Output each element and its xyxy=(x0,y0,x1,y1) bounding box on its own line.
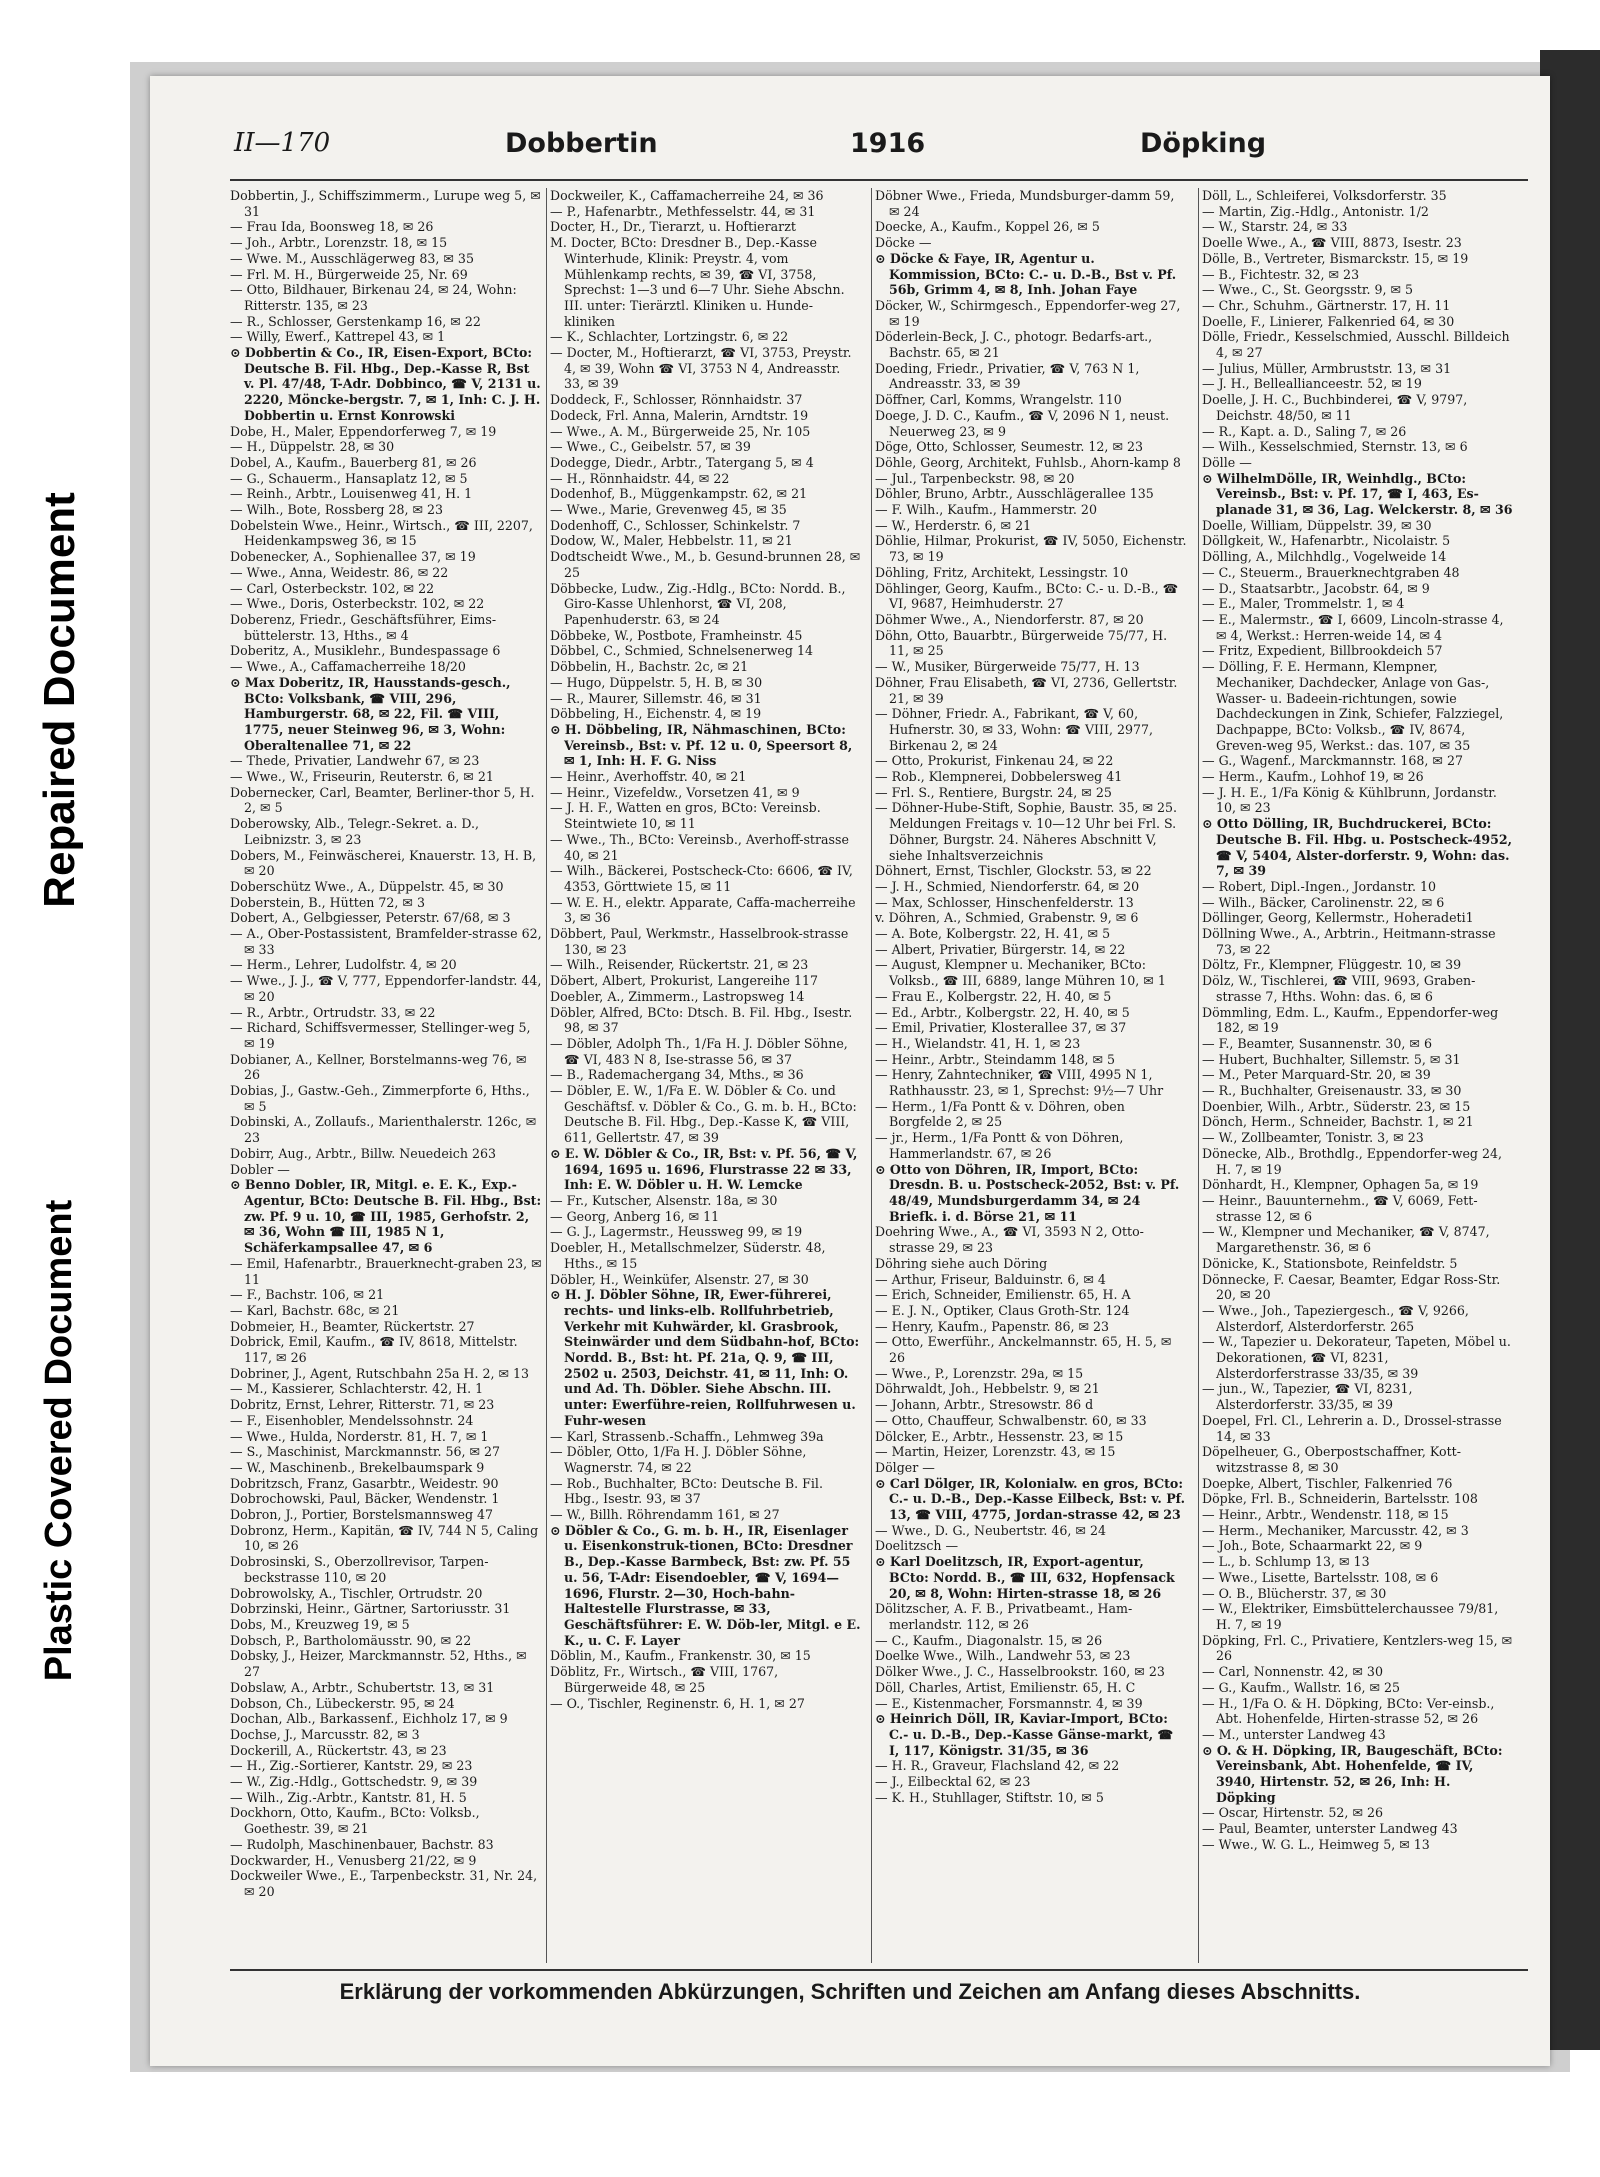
directory-entry: — Wwe., Marie, Grevenweg 45, ✉ 35 xyxy=(550,502,787,518)
directory-entry: ⊙ O. & H. Döpking, IR, Baugeschäft, BCto: Vereinsbank, Abt. Hohenfelde, ☎ IV, 3940, Hirtenstr. 52, ✉ 26, Inh: H. Döpking xyxy=(1202,1742,1503,1805)
directory-entry: — Wilh., Bäckerei, Postscheck-Cto: 6606, ☎ IV, 4353, Görttwiete 15, ✉ 11 xyxy=(550,863,853,894)
plastic-covered-document-text: Plastic Covered Document xyxy=(38,1199,81,1681)
directory-entry: Döll, L., Schleiferei, Volksdorferstr. 35 xyxy=(1202,188,1447,203)
directory-entry: — F., Eisenhobler, Mendelssohnstr. 24 xyxy=(230,1412,474,1428)
directory-entry: Dobslaw, A., Arbtr., Schubertstr. 13, ✉ 31 xyxy=(230,1679,495,1695)
directory-entry: — Hubert, Buchhalter, Sillemstr. 5, ✉ 31 xyxy=(1202,1051,1461,1067)
directory-entry: — M., Kassierer, Schlachterstr. 42, H. 1 xyxy=(230,1381,484,1397)
directory-entry: — Wwe., Joh., Tapeziergesch., ☎ V, 9266, Alsterdorf, Alsterdorferstr. 265 xyxy=(1202,1302,1469,1334)
directory-entry: — K., Schlachter, Lortzingstr. 6, ✉ 22 xyxy=(550,329,789,345)
directory-entry: — Max, Schlosser, Hinschenfelderstr. 13 xyxy=(875,894,1134,910)
directory-entry: Doddeck, F., Schlosser, Rönnhaidstr. 37 xyxy=(550,392,803,408)
directory-entry: — Georg, Anberg 16, ✉ 11 xyxy=(550,1208,720,1224)
directory-entry: — R., Schlosser, Gerstenkamp 16, ✉ 22 xyxy=(230,313,481,329)
directory-entry: — G., Wagenf., Marckmannstr. 168, ✉ 27 xyxy=(1202,753,1463,769)
directory-entry: — jun., W., Tapezier, ☎ VI, 8231, Alsterdorferstr. 33/35, ✉ 39 xyxy=(1202,1381,1413,1413)
directory-entry: — Joh., Bote, Schaarmarkt 22, ✉ 9 xyxy=(1202,1538,1423,1554)
directory-entry: Doepel, Frl. Cl., Lehrerin a. D., Drossel-strasse 14, ✉ 33 xyxy=(1202,1412,1502,1444)
directory-entry: Doberschütz Wwe., A., Düppelstr. 45, ✉ 30 xyxy=(230,878,504,894)
column-2 xyxy=(550,188,862,1963)
right-keyword: Döpking xyxy=(1140,128,1267,159)
directory-entry: ⊙ WilhelmDölle, IR, Weinhdlg., BCto: Vereinsb., Bst: v. Pf. 17, ☎ I, 463, Es-planade 31, ✉ 36, Lag. Welckerstr. 8, ✉ 36 xyxy=(1202,470,1513,518)
directory-entry: ⊙ Carl Dölger, IR, Kolonialw. en gros, BCto: C.- u. D.-B., Dep.-Kasse Eilbeck, Bst: v. Pf. 13, ☎ VIII, 4775, Jordan-strasse 42, ✉ 23 xyxy=(875,1475,1186,1523)
directory-entry: — F., Bachstr. 106, ✉ 21 xyxy=(230,1287,385,1303)
directory-entry: Döhn, Otto, Bauarbtr., Bürgerweide 75/77, H. 11, ✉ 25 xyxy=(875,627,1168,659)
directory-entry: — Docter, M., Hoftierarzt, ☎ VI, 3753, Preystr. 4, ✉ 39, Wohn ☎ VI, 3753 N 4, Andreasstr. 33, ✉ 39 xyxy=(550,345,852,392)
footer-rule xyxy=(230,1969,1528,1971)
directory-entry: — Wwe., W., Friseurin, Reuterstr. 6, ✉ 21 xyxy=(230,769,494,785)
directory-entry: — R., Maurer, Sillemstr. 46, ✉ 31 xyxy=(550,690,762,706)
directory-entry: v. Döhren, A., Schmied, Grabenstr. 9, ✉ 6 xyxy=(875,910,1139,926)
directory-entry: Dodegge, Diedr., Arbtr., Tatergang 5, ✉ 4 xyxy=(550,454,814,470)
directory-entry: Dobenecker, A., Sophienallee 37, ✉ 19 xyxy=(230,549,476,565)
directory-entry: Dobriner, J., Agent, Rutschbahn 25a H. 2, ✉ 13 xyxy=(230,1365,530,1381)
directory-entry: — Rob., Klempnerei, Dobbelersweg 41 xyxy=(875,769,1123,785)
directory-entry: — Otto, Chauffeur, Schwalbenstr. 60, ✉ 33 xyxy=(875,1412,1147,1428)
directory-entry: — Rob., Buchhalter, BCto: Deutsche B. Fil. Hbg., Isestr. 93, ✉ 37 xyxy=(550,1475,823,1507)
directory-entry: — R., Kapt. a. D., Saling 7, ✉ 26 xyxy=(1202,423,1407,439)
directory-entry: Döllgkeit, W., Hafenarbtr., Nicolaistr. 5 xyxy=(1202,533,1451,549)
directory-entry: Dobritzsch, Franz, Gasarbtr., Weidestr. 90 xyxy=(230,1475,499,1491)
directory-entry: Dölle, Friedr., Kesselschmied, Ausschl. Billdeich 4, ✉ 27 xyxy=(1202,329,1510,361)
directory-entry: Dobron, J., Portier, Borstelsmannsweg 47 xyxy=(230,1507,494,1523)
directory-entry: — Heinr., Bauunternehm., ☎ V, 6069, Fett-strasse 12, ✉ 6 xyxy=(1202,1193,1478,1224)
directory-entry: Döderlein-Beck, J. C., photogr. Bedarfs-art., Bachstr. 65, ✉ 21 xyxy=(875,329,1153,361)
directory-entry: — Erich, Schneider, Emilienstr. 65, H. A xyxy=(875,1287,1131,1303)
directory-entry: — Frl. S., Rentiere, Burgstr. 24, ✉ 25 xyxy=(875,784,1112,800)
directory-entry: — Chr., Schuhm., Gärtnerstr. 17, H. 11 xyxy=(1202,297,1451,313)
directory-entry: — Döhner-Hube-Stift, Sophie, Baustr. 35, ✉ 25. Meldungen Freitags v. 10—12 Uhr bei Frl. S. Döhner, Burgstr. 24. Näheres Abschnitt V, siehe Inhaltsverzeichnis xyxy=(875,800,1178,863)
directory-entry: — Joh., Arbtr., Lorenzstr. 18, ✉ 15 xyxy=(230,235,448,251)
page-number: II—170 xyxy=(234,128,331,158)
directory-page xyxy=(150,76,1550,2066)
directory-entry: — Döhner, Friedr. A., Fabrikant, ☎ V, 60, Hufnerstr. 30, ✉ 33, Wohn: ☎ VIII, 2977, Birkenau 2, ✉ 24 xyxy=(875,706,1154,753)
directory-entry: Döpke, Frl. B., Schneiderin, Bartelsstr. 108 xyxy=(1202,1491,1478,1507)
directory-entry: — J. H., Schmied, Niendorferstr. 64, ✉ 20 xyxy=(875,878,1140,894)
directory-entry: — W., Herderstr. 6, ✉ 21 xyxy=(875,517,1032,533)
directory-entry: Doege, J. D. C., Kaufm., ☎ V, 2096 N 1, neust. Neuerweg 23, ✉ 9 xyxy=(875,407,1170,439)
directory-entry: — Martin, Zig.-Hdlg., Antonistr. 1/2 xyxy=(1202,203,1429,219)
directory-entry: — Wwe. M., Ausschlägerweg 83, ✉ 35 xyxy=(230,250,474,266)
directory-entry: — Wilh., Zig.-Arbtr., Kantstr. 81, H. 5 xyxy=(230,1789,467,1805)
directory-entry: — E., Kistenmacher, Forsmannstr. 4, ✉ 39 xyxy=(875,1695,1143,1711)
directory-entry: Dobianer, A., Kellner, Borstelmanns-weg 76, ✉ 26 xyxy=(230,1051,527,1083)
directory-entry: — Otto, Prokurist, Finkenau 24, ✉ 22 xyxy=(875,753,1114,769)
directory-entry: Döge, Otto, Schlosser, Seumestr. 12, ✉ 23 xyxy=(875,439,1144,455)
directory-entry: Dobrick, Emil, Kaufm., ☎ IV, 8618, Mittelstr. 117, ✉ 26 xyxy=(230,1334,518,1366)
directory-entry: Döbbeling, H., Eichenstr. 4, ✉ 19 xyxy=(550,706,762,722)
directory-entry: Döbbert, Paul, Werkmstr., Hasselbrook-strasse 130, ✉ 23 xyxy=(550,926,849,957)
directory-entry: ⊙ H. J. Döbler Söhne, IR, Ewer-führerei, rechts- und links-elb. Rollfuhrbetrieb, Verkehr mit Kuhwärder, kl. Grasbrook, Steinwärder und dem Südbahn-hof, BCto: Nordd. B., Bst: ht. Pf. 21a, Q. 9, ☎ III, 2502 u. 2503, Deichstr. 41, ✉ 11, Inh: O. und Ad. Th. Döbler. Siehe Abschn. III. unter: Ewerführe-reien, Rollfuhrwesen u. Fuhr-wesen xyxy=(550,1287,860,1428)
directory-entry: Dölle — xyxy=(1202,454,1252,470)
directory-entry: — Wwe., C., Geibelstr. 57, ✉ 39 xyxy=(550,439,751,455)
directory-entry: — G., Schauerm., Hansaplatz 12, ✉ 5 xyxy=(230,470,468,486)
directory-entry: — Wwe., Doris, Osterbeckstr. 102, ✉ 22 xyxy=(230,596,485,612)
directory-entry: — Johann, Arbtr., Stresowstr. 86 d xyxy=(875,1397,1094,1413)
directory-entry: Dockerill, A., Rückertstr. 43, ✉ 23 xyxy=(230,1742,447,1758)
directory-entry: Dockweiler Wwe., E., Tarpenbeckstr. 31, Nr. 24, ✉ 20 xyxy=(230,1868,538,1899)
directory-entry: — W., Klempner und Mechaniker, ☎ V, 8747, Margarethenstr. 36, ✉ 6 xyxy=(1202,1224,1490,1256)
directory-entry: Döblin, M., Kaufm., Frankenstr. 30, ✉ 15 xyxy=(550,1648,811,1664)
directory-entry: — Fritz, Expedient, Billbrookdeich 57 xyxy=(1202,643,1443,659)
directory-entry: Dobler — xyxy=(230,1161,290,1177)
directory-entry: — D., Staatsarbtr., Jacobstr. 64, ✉ 9 xyxy=(1202,580,1430,596)
directory-entry: — A., Ober-Postassistent, Bramfelder-strasse 62, ✉ 33 xyxy=(230,926,542,957)
directory-entry: Dönecke, Alb., Brothdlg., Eppendorfer-weg 24, H. 7, ✉ 19 xyxy=(1202,1145,1503,1177)
directory-entry: Doenbier, Wilh., Arbtr., Süderstr. 23, ✉ 15 xyxy=(1202,1098,1471,1114)
directory-entry: — S., Maschinist, Marckmannstr. 56, ✉ 27 xyxy=(230,1444,501,1460)
directory-entry: — Reinh., Arbtr., Louisenweg 41, H. 1 xyxy=(230,486,473,502)
directory-entry: ⊙ Otto von Döhren, IR, Import, BCto: Dresdn. B. u. Postscheck-2052, Bst: v. Pf. 48/49, Mundsburgerdamm 34, ✉ 24 Briefk. i. d. Börse 21, ✉ 11 xyxy=(875,1161,1180,1224)
directory-entry: Dönicke, K., Stationsbote, Reinfeldstr. 5 xyxy=(1202,1255,1458,1271)
directory-entry: Dobrzinski, Heinr., Gärtner, Sartoriusstr. 31 xyxy=(230,1601,511,1617)
directory-entry: — F., Beamter, Susannenstr. 30, ✉ 6 xyxy=(1202,1035,1432,1051)
directory-entry: Doelle, J. H. C., Buchbinderei, ☎ V, 9797, Deichstr. 48/50, ✉ 11 xyxy=(1202,392,1468,423)
directory-entry: — P., Hafenarbtr., Methfesselstr. 44, ✉ 31 xyxy=(550,203,816,219)
directory-entry: Dobert, A., Gelbgiesser, Peterstr. 67/68, ✉ 3 xyxy=(230,910,511,926)
directory-entry: Dochan, Alb., Barkassenf., Eichholz 17, ✉ 9 xyxy=(230,1711,508,1727)
directory-entry: — M., Peter Marquard-Str. 20, ✉ 39 xyxy=(1202,1067,1431,1083)
directory-entry: — W., Elektriker, Eimsbüttelerchaussee 79/81, H. 7, ✉ 19 xyxy=(1202,1601,1499,1632)
directory-entry: — Thede, Privatier, Landwehr 67, ✉ 23 xyxy=(230,753,480,769)
directory-entry: — J. H., Belleallianceestr. 52, ✉ 19 xyxy=(1202,376,1422,392)
directory-entry: Dobs, M., Kreuzweg 19, ✉ 5 xyxy=(230,1616,410,1632)
directory-entry: Doelitzsch — xyxy=(875,1538,959,1554)
directory-entry: — J. H. E., 1/Fa König & Kühlbrunn, Jordanstr. 10, ✉ 23 xyxy=(1202,784,1497,816)
directory-entry: — Heinr., Vizefeldw., Vorsetzen 41, ✉ 9 xyxy=(550,784,800,800)
year: 1916 xyxy=(850,128,926,159)
directory-entry: — Döbler, Adolph Th., 1/Fa H. J. Döbler Söhne, ☎ VI, 483 N 8, Ise-strasse 56, ✉ 37 xyxy=(550,1035,848,1067)
directory-entry: — Herm., 1/Fa Pontt & v. Döhren, oben Borgfelde 2, ✉ 25 xyxy=(875,1098,1125,1130)
directory-entry: — Karl, Bachstr. 68c, ✉ 21 xyxy=(230,1302,400,1318)
directory-entry: — Otto, Ewerführ., Anckelmannstr. 65, H. 5, ✉ 26 xyxy=(875,1334,1172,1366)
directory-entry: — Willy, Ewerf., Kattrepel 43, ✉ 1 xyxy=(230,329,446,345)
directory-entry: — W., Zig.-Hdlg., Gottschedstr. 9, ✉ 39 xyxy=(230,1774,478,1790)
directory-entry: — E., Malermstr., ☎ I, 6609, Lincoln-strasse 4, ✉ 4, Werkst.: Herren-weide 14, ✉ 4 xyxy=(1202,611,1504,643)
directory-entry: M. Docter, BCto: Dresdner B., Dep.-Kasse Winterhude, Klinik: Preystr. 4, vom Mühlenkamp rechts, ✉ 39, ☎ VI, 3758, Sprechst: 1—3 und 6—7 Uhr. Siehe Abschn. III. unter: Tierärztl. Kliniken u. Hunde-kliniken xyxy=(550,235,845,329)
plastic-covered-document-label xyxy=(0,1140,120,1740)
directory-entry: — Martin, Heizer, Lorenzstr. 43, ✉ 15 xyxy=(875,1444,1116,1460)
directory-entry: — Wilh., Reisender, Rückertstr. 21, ✉ 23 xyxy=(550,957,809,973)
directory-entry: Dobrowolsky, A., Tischler, Ortrudstr. 20 xyxy=(230,1585,483,1601)
directory-entry: — H., Düppelstr. 28, ✉ 30 xyxy=(230,439,395,455)
directory-entry: — Henry, Kaufm., Papenstr. 86, ✉ 23 xyxy=(875,1318,1110,1334)
directory-entry: — J. H. F., Watten en gros, BCto: Vereinsb. Steintwiete 10, ✉ 11 xyxy=(550,800,821,832)
directory-entry: Döcke — xyxy=(875,235,932,251)
directory-entry: — Arthur, Friseur, Balduinstr. 6, ✉ 4 xyxy=(875,1271,1106,1287)
directory-entry: — W., Tapezier u. Dekorateur, Tapeten, Möbel u. Dekorationen, ☎ VI, 8231, Alsterdorferstrasse 33/35, ✉ 39 xyxy=(1202,1334,1511,1381)
directory-entry: — M., unterster Landweg 43 xyxy=(1202,1726,1386,1742)
directory-entry: — Heinr., Arbtr., Steindamm 148, ✉ 5 xyxy=(875,1051,1116,1067)
directory-entry: — Wwe., W. G. L., Heimweg 5, ✉ 13 xyxy=(1202,1836,1430,1852)
directory-entry: Doelle Wwe., A., ☎ VIII, 8873, Isestr. 23 xyxy=(1202,235,1462,251)
directory-entry: Döhrwaldt, Joh., Hebbelstr. 9, ✉ 21 xyxy=(875,1381,1100,1397)
directory-entry: — Wwe., Lisette, Bartelsstr. 108, ✉ 6 xyxy=(1202,1569,1439,1585)
directory-entry: ⊙ Döbler & Co., G. m. b. H., IR, Eisenlager u. Eisenkonstruk-tionen, BCto: Dresdner B., Dep.-Kasse Barmbeck, Bst: zw. Pf. 55 u. 56, T-Adr: Eisendoebler, ☎ V, 1694—1696, Flurstr. 2—30, Hoch-bahn-Haltestelle Flurstrasse, ✉ 33, Geschäftsführer: E. W. Döb-ler, Mitgl. e E. K., u. C. F. Layer xyxy=(550,1522,861,1648)
directory-entry: Dobsch, P., Bartholomäusstr. 90, ✉ 22 xyxy=(230,1632,472,1648)
directory-entry: — Herm., Kaufm., Lohhof 19, ✉ 26 xyxy=(1202,769,1424,785)
directory-entry: — H., 1/Fa O. & H. Döpking, BCto: Ver-einsb., Abt. Hohenfelde, Hirten-strasse 52, ✉ 26 xyxy=(1202,1695,1495,1727)
directory-entry: — Fr., Kutscher, Alsenstr. 18a, ✉ 30 xyxy=(550,1193,778,1208)
directory-entry: — Julius, Müller, Armbruststr. 13, ✉ 31 xyxy=(1202,360,1452,376)
header-rule xyxy=(230,179,1528,181)
directory-entry: — Döbler, E. W., 1/Fa E. W. Döbler & Co. und Geschäftsf. v. Döbler & Co., G. m. b. H., BCto: Deutsche B. Fil. Hbg., Dep.-Kasse K, ☎ VIII, 611, Gellertstr. 47, ✉ 39 xyxy=(550,1083,857,1146)
directory-entry: — B., Fichtestr. 32, ✉ 23 xyxy=(1202,266,1360,282)
directory-entry: — Paul, Beamter, unterster Landweg 43 xyxy=(1202,1821,1458,1837)
directory-entry: — Carl, Nonnenstr. 42, ✉ 30 xyxy=(1202,1664,1383,1680)
directory-entry: — Frau Ida, Boonsweg 18, ✉ 26 xyxy=(230,219,434,235)
directory-entry: — Heinr., Arbtr., Wendenstr. 118, ✉ 15 xyxy=(1202,1507,1449,1523)
directory-entry: Döhlie, Hilmar, Prokurist, ☎ IV, 5050, Eichenstr. 73, ✉ 19 xyxy=(875,533,1187,565)
directory-entry: Dobrochowski, Paul, Bäcker, Wendenstr. 1 xyxy=(230,1491,500,1507)
directory-entry: Döhring siehe auch Döring xyxy=(875,1255,1048,1271)
directory-entry: Döhmer Wwe., A., Niendorferstr. 87, ✉ 20 xyxy=(875,611,1144,627)
directory-entry: — W., Starstr. 24, ✉ 33 xyxy=(1202,219,1348,235)
directory-entry: — W., Zollbeamter, Tonistr. 3, ✉ 23 xyxy=(1202,1130,1424,1146)
directory-entry: ⊙ E. W. Döbler & Co., IR, Bst: v. Pf. 56, ☎ V, 1694, 1695 u. 1696, Flurstrasse 22 ✉ 33, Inh: E. W. Döbler u. H. W. Lemcke xyxy=(550,1145,858,1193)
directory-entry: — Wwe., J. J., ☎ V, 777, Eppendorfer-landstr. 44, ✉ 20 xyxy=(230,973,542,1004)
directory-entry: ⊙ Dobbertin & Co., IR, Eisen-Export, BCto: Deutsche B. Fil. Hbg., Dep.-Kasse R, Bst v. Pl. 47/48, T-Adr. Dobbinco, ☎ V, 2131 u. 2220, Möncke-bergstr. 7, ✉ 1, Inh: C. J. H. Dobbertin u. Ernst Konrowski xyxy=(230,345,541,423)
directory-entry: Döbner Wwe., Frieda, Mundsburger-damm 59, ✉ 24 xyxy=(875,188,1175,219)
directory-entry: — G. J., Lagermstr., Heussweg 99, ✉ 19 xyxy=(550,1224,803,1240)
directory-entry: Döltz, Fr., Klempner, Flüggestr. 10, ✉ 39 xyxy=(1202,957,1462,973)
directory-entry: Dockweiler, K., Caffamacherreihe 24, ✉ 36 xyxy=(550,188,824,203)
directory-entry: — jr., Herm., 1/Fa Pontt & von Döhren, Hammerlandstr. 67, ✉ 26 xyxy=(875,1130,1124,1161)
directory-entry: Dobirr, Aug., Arbtr., Billw. Neuedeich 263 xyxy=(230,1145,497,1161)
directory-entry: — W., Billh. Röhrendamm 161, ✉ 27 xyxy=(550,1507,780,1523)
directory-entry: Dobson, Ch., Lübeckerstr. 95, ✉ 24 xyxy=(230,1695,455,1711)
directory-entry: — Herm., Mechaniker, Marcusstr. 42, ✉ 3 xyxy=(1202,1522,1469,1538)
directory-entry: — August, Klempner u. Mechaniker, BCto: Volksb., ☎ III, 6889, lange Mühren 10, ✉ 1 xyxy=(875,957,1166,989)
directory-entry: — Oscar, Hirtenstr. 52, ✉ 26 xyxy=(1202,1805,1384,1821)
directory-entry: — G., Kaufm., Wallstr. 16, ✉ 25 xyxy=(1202,1679,1401,1695)
directory-entry: — Wwe., Anna, Weidestr. 86, ✉ 22 xyxy=(230,564,449,580)
directory-entry: — H. R., Graveur, Flachsland 42, ✉ 22 xyxy=(875,1758,1120,1774)
directory-entry: — Herm., Lehrer, Ludolfstr. 4, ✉ 20 xyxy=(230,957,457,973)
directory-entry: Dölker Wwe., J. C., Hasselbrookstr. 160, ✉ 23 xyxy=(875,1664,1165,1680)
directory-entry: Doelle, F., Linierer, Falkenried 64, ✉ 30 xyxy=(1202,313,1455,329)
footer-note: Erklärung der vorkommenden Abkürzungen, Schriften und Zeichen am Anfang dieses Abschnitts. xyxy=(339,1979,1361,2004)
directory-entry: Döbbelin, H., Bachstr. 2c, ✉ 21 xyxy=(550,659,749,675)
directory-entry: Dockwarder, H., Venusberg 21/22, ✉ 9 xyxy=(230,1852,477,1868)
directory-entry: Doecke, A., Kaufm., Koppel 26, ✉ 5 xyxy=(875,219,1100,235)
directory-entry: Doberstein, B., Hütten 72, ✉ 3 xyxy=(230,894,425,910)
directory-entry: — H., Wielandstr. 41, H. 1, ✉ 23 xyxy=(875,1035,1081,1051)
directory-entry: Dömmling, Edm. L., Kaufm., Eppendorfer-weg 182, ✉ 19 xyxy=(1202,1004,1499,1036)
directory-entry: Dobel, A., Kaufm., Bauerberg 81, ✉ 26 xyxy=(230,454,477,470)
directory-entry: — Robert, Dipl.-Ingen., Jordanstr. 10 xyxy=(1202,878,1436,894)
column-3 xyxy=(875,188,1187,1963)
column-divider xyxy=(546,188,547,1963)
directory-entry: Döllning Wwe., A., Arbtrin., Heitmann-strasse 73, ✉ 22 xyxy=(1202,926,1496,957)
directory-entry: Dobronz, Herm., Kapitän, ☎ IV, 744 N 5, Caling 10, ✉ 26 xyxy=(230,1522,539,1554)
directory-entry: — O. B., Blücherstr. 37, ✉ 30 xyxy=(1202,1585,1387,1601)
directory-entry: Dölcker, E., Arbtr., Hessenstr. 23, ✉ 15 xyxy=(875,1428,1124,1444)
directory-entry: — Wilh., Bote, Rossberg 28, ✉ 23 xyxy=(230,502,444,518)
directory-entry: ⊙ Benno Dobler, IR, Mitgl. e. E. K., Exp.-Agentur, BCto: Deutsche B. Fil. Hbg., Bst: zw. Pf. 9 u. 10, ☎ III, 1985, Gerhofstr. 2, ✉ 36, Wohn ☎ III, 1985 N 1, Schäferkampsallee 47, ✉ 6 xyxy=(230,1177,542,1256)
directory-entry: Döbert, Albert, Prokurist, Langereihe 117 xyxy=(550,973,819,989)
directory-entry: — Wwe., Th., BCto: Vereinsb., Averhoff-strasse 40, ✉ 21 xyxy=(550,831,849,863)
directory-entry: ⊙ Max Doberitz, IR, Hausstands-gesch., BCto: Volksbank, ☎ VIII, 296, Hamburgerstr. 68, ✉ 22, Fil. ☎ VIII, 1775, neuer Steinweg 96, ✉ 3, Wohn: Oberaltenallee 71, ✉ 22 xyxy=(230,674,511,753)
directory-entry: Dockhorn, Otto, Kaufm., BCto: Volksb., Goethestr. 39, ✉ 21 xyxy=(230,1805,480,1837)
directory-entry: Dönch, Herm., Schneider, Bachstr. 1, ✉ 21 xyxy=(1202,1114,1474,1130)
directory-entry: Döhler, Bruno, Arbtr., Ausschlägerallee 135 xyxy=(875,486,1154,502)
directory-entry: Döcker, W., Schirmgesch., Eppendorfer-weg 27, ✉ 19 xyxy=(875,297,1181,329)
directory-entry: Dölling, A., Milchhdlg., Vogelweide 14 xyxy=(1202,549,1447,565)
directory-entry: Döffner, Carl, Komms, Wrangelstr. 110 xyxy=(875,392,1122,408)
directory-entry: — E. J. N., Optiker, Claus Groth-Str. 124 xyxy=(875,1302,1130,1318)
directory-columns xyxy=(230,188,1530,1963)
directory-entry: Döhling, Fritz, Architekt, Lessingstr. 10 xyxy=(875,564,1129,580)
repaired-document-text: Repaired Document xyxy=(35,492,85,908)
column-divider xyxy=(1198,188,1199,1963)
directory-entry: Doepke, Albert, Tischler, Falkenried 76 xyxy=(1202,1475,1453,1491)
directory-entry: Döbler, H., Weinküfer, Alsenstr. 27, ✉ 30 xyxy=(550,1271,809,1287)
directory-entry: ⊙ Otto Dölling, IR, Buchdruckerei, BCto: Deutsche B. Fil. Hbg. u. Postscheck-4952, ☎ V, 5404, Alster-dorferstr. 9, Wohn: das. 7, ✉ 39 xyxy=(1202,816,1513,879)
directory-entry: Döllinger, Georg, Kellermstr., Hoheradeti1 xyxy=(1202,910,1474,926)
directory-entry: — Dölling, F. E. Hermann, Klempner, Mechaniker, Dachdecker, Anlage von Gas-, Wasser- u. Badeein-richtungen, sowie Dachdeckungen in Zink, Schiefer, Falzziegel, Dachpappe, BCto: Volksb., ☎ IV, 8674, Greven-weg 95, Werkst.: das. 107, ✉ 35 xyxy=(1202,659,1504,753)
repaired-document-label xyxy=(0,350,120,1050)
directory-entry: ⊙ Heinrich Döll, IR, Kaviar-Import, BCto: C.- u. D.-B., Dep.-Kasse Gänse-markt, ☎ I, 117, Königstr. 31/35, ✉ 36 xyxy=(875,1711,1174,1758)
directory-entry: Dölitzscher, A. F. B., Privatbeamt., Ham-merlandstr. 112, ✉ 26 xyxy=(875,1601,1133,1632)
directory-entry: Dobrosinski, S., Oberzollrevisor, Tarpen-beckstrasse 110, ✉ 20 xyxy=(230,1554,489,1585)
directory-entry: Döbler, Alfred, BCto: Dtsch. B. Fil. Hbg., Isestr. 98, ✉ 37 xyxy=(550,1004,853,1036)
directory-entry: Doberitz, A., Musiklehr., Bundespassage 6 xyxy=(230,643,501,659)
directory-entry: Doelle, William, Düppelstr. 39, ✉ 30 xyxy=(1202,517,1432,533)
directory-entry: Dönhardt, H., Klempner, Ophagen 5a, ✉ 19 xyxy=(1202,1177,1479,1193)
directory-entry: — Wwe., P., Lorenzstr. 29a, ✉ 15 xyxy=(875,1365,1084,1381)
directory-entry: — W., Maschinenb., Brekelbaumspark 9 xyxy=(230,1459,485,1475)
directory-entry: Dölle, B., Vertreter, Bismarckstr. 15, ✉ 19 xyxy=(1202,250,1469,266)
directory-entry: Dodtscheidt Wwe., M., b. Gesund-brunnen 28, ✉ 25 xyxy=(550,549,861,580)
directory-entry: — H., Zig.-Sortierer, Kantstr. 29, ✉ 23 xyxy=(230,1758,473,1774)
directory-entry: Dobias, J., Gastw.-Geh., Zimmerpforte 6, Hths., ✉ 5 xyxy=(230,1083,530,1114)
directory-entry: Doeding, Friedr., Privatier, ☎ V, 763 N 1, Andreasstr. 33, ✉ 39 xyxy=(875,360,1140,392)
directory-entry: Döpelheuer, G., Oberpostschaffner, Kott-witzstrasse 8, ✉ 30 xyxy=(1202,1444,1461,1475)
directory-entry: Dobbertin, J., Schiffszimmerm., Lurupe weg 5, ✉ 31 xyxy=(230,188,541,219)
directory-entry: Döhle, Georg, Architekt, Fuhlsb., Ahorn-kamp 8 xyxy=(875,454,1181,470)
directory-entry: — O., Tischler, Reginenstr. 6, H. 1, ✉ 27 xyxy=(550,1695,805,1711)
directory-entry: — C., Kaufm., Diagonalstr. 15, ✉ 26 xyxy=(875,1632,1103,1648)
directory-entry: — R., Buchhalter, Greisenaustr. 33, ✉ 30 xyxy=(1202,1083,1462,1099)
directory-entry: Dobelstein Wwe., Heinr., Wirtsch., ☎ III, 2207, Heidenkampsweg 36, ✉ 15 xyxy=(230,517,533,549)
directory-entry: — Wwe., D. G., Neubertstr. 46, ✉ 24 xyxy=(875,1522,1107,1538)
directory-entry: — C., Steuerm., Brauerknechtgraben 48 xyxy=(1202,564,1460,580)
directory-entry: — Karl, Strassenb.-Schaffn., Lehmweg 39a xyxy=(550,1428,824,1444)
directory-entry: Dobernecker, Carl, Beamter, Berliner-thor 5, H. 2, ✉ 5 xyxy=(230,784,535,816)
directory-entry: — B., Rademachergang 34, Mths., ✉ 36 xyxy=(550,1067,804,1083)
directory-entry: Döblitz, Fr., Wirtsch., ☎ VIII, 1767, Bürgerweide 48, ✉ 25 xyxy=(550,1664,779,1695)
directory-entry: Doebler, H., Metallschmelzer, Süderstr. 48, Hths., ✉ 15 xyxy=(550,1240,826,1271)
directory-entry: Dobinski, A., Zollaufs., Marienthalerstr. 126c, ✉ 23 xyxy=(230,1114,537,1146)
directory-entry: — Wwe., A. M., Bürgerweide 25, Nr. 105 xyxy=(550,423,811,439)
directory-entry: Docter, H., Dr., Tierarzt, u. Hoftierarzt xyxy=(550,219,796,235)
column-4 xyxy=(1202,188,1514,1963)
column-divider xyxy=(871,188,872,1963)
directory-entry: — Heinr., Averhoffstr. 40, ✉ 21 xyxy=(550,769,747,785)
directory-entry: — Ed., Arbtr., Kolbergstr. 22, H. 40, ✉ 5 xyxy=(875,1004,1130,1020)
directory-entry: — Henry, Zahntechniker, ☎ VIII, 4995 N 1, Rathhausstr. 23, ✉ 1, Sprechst: 9½—7 Uhr xyxy=(875,1067,1164,1099)
directory-entry: Döhnert, Ernst, Tischler, Glockstr. 53, ✉ 22 xyxy=(875,863,1152,879)
directory-entry: Dobe, H., Maler, Eppendorferweg 7, ✉ 19 xyxy=(230,423,497,439)
directory-entry: — Wilh., Bäcker, Carolinenstr. 22, ✉ 6 xyxy=(1202,894,1445,910)
page-header xyxy=(150,128,1550,178)
directory-entry: Dobsky, J., Heizer, Marckmannstr. 52, Hths., ✉ 27 xyxy=(230,1648,527,1680)
directory-entry: — R., Arbtr., Ortrudstr. 33, ✉ 22 xyxy=(230,1004,436,1020)
directory-entry: — Otto, Bildhauer, Birkenau 24, ✉ 24, Wohn: Ritterstr. 135, ✉ 23 xyxy=(230,282,517,313)
directory-entry: Döhner, Frau Elisabeth, ☎ VI, 2736, Gellertstr. 21, ✉ 39 xyxy=(875,674,1178,706)
directory-entry: Dobers, M., Feinwäscherei, Knauerstr. 13, H. B, ✉ 20 xyxy=(230,847,537,879)
directory-entry: — Rudolph, Maschinenbauer, Bachstr. 83 xyxy=(230,1836,494,1852)
directory-entry: — Wwe., Hulda, Norderstr. 81, H. 7, ✉ 1 xyxy=(230,1428,489,1444)
directory-entry: Doehring Wwe., A., ☎ VI, 3593 N 2, Otto-strasse 29, ✉ 23 xyxy=(875,1224,1144,1256)
directory-entry: Döpking, Frl. C., Privatiere, Kentzlers-weg 15, ✉ 26 xyxy=(1202,1632,1513,1664)
directory-entry: — H., Rönnhaidstr. 44, ✉ 22 xyxy=(550,470,730,486)
directory-entry: Dönnecke, F. Caesar, Beamter, Edgar Ross-Str. 20, ✉ 20 xyxy=(1202,1271,1501,1303)
directory-entry: — Frl. M. H., Bürgerweide 25, Nr. 69 xyxy=(230,266,468,282)
directory-entry: — Wwe., A., Caffamacherreihe 18/20 xyxy=(230,659,466,675)
directory-entry: — Frau E., Kolbergstr. 22, H. 40, ✉ 5 xyxy=(875,988,1112,1004)
directory-entry: — Carl, Osterbeckstr. 102, ✉ 22 xyxy=(230,580,435,596)
directory-entry: Dobmeier, H., Beamter, Rückertstr. 27 xyxy=(230,1318,475,1334)
directory-entry: — Jul., Tarpenbeckstr. 98, ✉ 20 xyxy=(875,470,1075,486)
directory-entry: Doebler, A., Zimmerm., Lastropsweg 14 xyxy=(550,988,805,1004)
directory-entry: Dobritz, Ernst, Lehrer, Ritterstr. 71, ✉ 23 xyxy=(230,1397,495,1413)
directory-entry: Dodeck, Frl. Anna, Malerin, Arndtstr. 19 xyxy=(550,407,809,423)
directory-entry: — Wilh., Kesselschmied, Sternstr. 13, ✉ 6 xyxy=(1202,439,1468,455)
directory-entry: Dodenhof, B., Müggenkampstr. 62, ✉ 21 xyxy=(550,486,808,502)
directory-entry: Döbbeke, W., Postbote, Framheinstr. 45 xyxy=(550,627,803,643)
directory-entry: — E., Maler, Trommelstr. 1, ✉ 4 xyxy=(1202,596,1405,612)
directory-entry: — F. Wilh., Kaufm., Hammerstr. 20 xyxy=(875,502,1097,518)
directory-entry: Doelke Wwe., Wilh., Landwehr 53, ✉ 23 xyxy=(875,1648,1131,1664)
directory-entry: Döll, Charles, Artist, Emilienstr. 65, H. C xyxy=(875,1679,1136,1695)
directory-entry: — Döbler, Otto, 1/Fa H. J. Döbler Söhne, Wagnerstr. 74, ✉ 22 xyxy=(550,1444,807,1475)
directory-entry: Döhlinger, Georg, Kaufm., BCto: C.- u. D.-B., ☎ VI, 9687, Heimhuderstr. 27 xyxy=(875,580,1179,612)
directory-entry: ⊙ Karl Doelitzsch, IR, Export-agentur, BCto: Nordd. B., ☎ III, 632, Hopfensack 20, ✉ 8, Wohn: Hirten-strasse 18, ✉ 26 xyxy=(875,1554,1175,1601)
directory-entry: — Hugo, Düppelstr. 5, H. B, ✉ 30 xyxy=(550,674,763,690)
directory-entry: ⊙ Döcke & Faye, IR, Agentur u. Kommission, BCto: C.- u. D.-B., Bst v. Pf. 56b, Grimm 4, ✉ 8, Inh. Johan Faye xyxy=(875,250,1177,298)
directory-entry: — Emil, Privatier, Klosterallee 37, ✉ 37 xyxy=(875,1020,1127,1036)
directory-entry: Dodenhoff, C., Schlosser, Schinkelstr. 7 xyxy=(550,517,801,533)
directory-entry: Döbbel, C., Schmied, Schnelsenerweg 14 xyxy=(550,643,813,659)
directory-entry: Doberowsky, Alb., Telegr.-Sekret. a. D., Leibnizstr. 3, ✉ 23 xyxy=(230,816,480,847)
directory-entry: — Wwe., C., St. Georgsstr. 9, ✉ 5 xyxy=(1202,282,1414,298)
directory-entry: — J., Eilbecktal 62, ✉ 23 xyxy=(875,1774,1031,1790)
directory-entry: Doberenz, Friedr., Geschäftsführer, Eims-büttelerstr. 13, Hths., ✉ 4 xyxy=(230,611,497,643)
left-keyword: Dobbertin xyxy=(505,128,658,159)
directory-entry: Dölz, W., Tischlerei, ☎ VIII, 9693, Graben-strasse 7, Hths. Wohn: das. 6, ✉ 6 xyxy=(1202,973,1476,1004)
directory-entry: — Richard, Schiffsvermesser, Stellinger-weg 5, ✉ 19 xyxy=(230,1020,531,1051)
directory-entry: Dodow, W., Maler, Hebbelstr. 11, ✉ 21 xyxy=(550,533,793,549)
directory-entry: ⊙ H. Döbbeling, IR, Nähmaschinen, BCto: Vereinsb., Bst: v. Pf. 12 u. 0, Speersort 8, ✉ 1, Inh: H. F. G. Niss xyxy=(550,721,853,769)
directory-entry: — Emil, Hafenarbtr., Brauerknecht-graben 23, ✉ 11 xyxy=(230,1255,542,1287)
directory-entry: — L., b. Schlump 13, ✉ 13 xyxy=(1202,1554,1370,1570)
directory-entry: — W., Musiker, Bürgerweide 75/77, H. 13 xyxy=(875,659,1140,675)
directory-entry: — K. H., Stuhllager, Stiftstr. 10, ✉ 5 xyxy=(875,1789,1104,1805)
directory-entry: — W. E. H., elektr. Apparate, Caffa-macherreihe 3, ✉ 36 xyxy=(550,894,856,926)
directory-entry: Dölger — xyxy=(875,1459,935,1475)
column-1 xyxy=(230,188,542,1963)
directory-entry: — A. Bote, Kolbergstr. 22, H. 41, ✉ 5 xyxy=(875,926,1111,942)
directory-entry: Döbbecke, Ludw., Zig.-Hdlg., BCto: Nordd. B., Giro-Kasse Uhlenhorst, ☎ VI, 208, Papenhuderstr. 63, ✉ 24 xyxy=(550,580,846,627)
directory-entry: — Albert, Privatier, Bürgerstr. 14, ✉ 22 xyxy=(875,941,1126,957)
directory-entry: Dochse, J., Marcusstr. 82, ✉ 3 xyxy=(230,1726,420,1742)
